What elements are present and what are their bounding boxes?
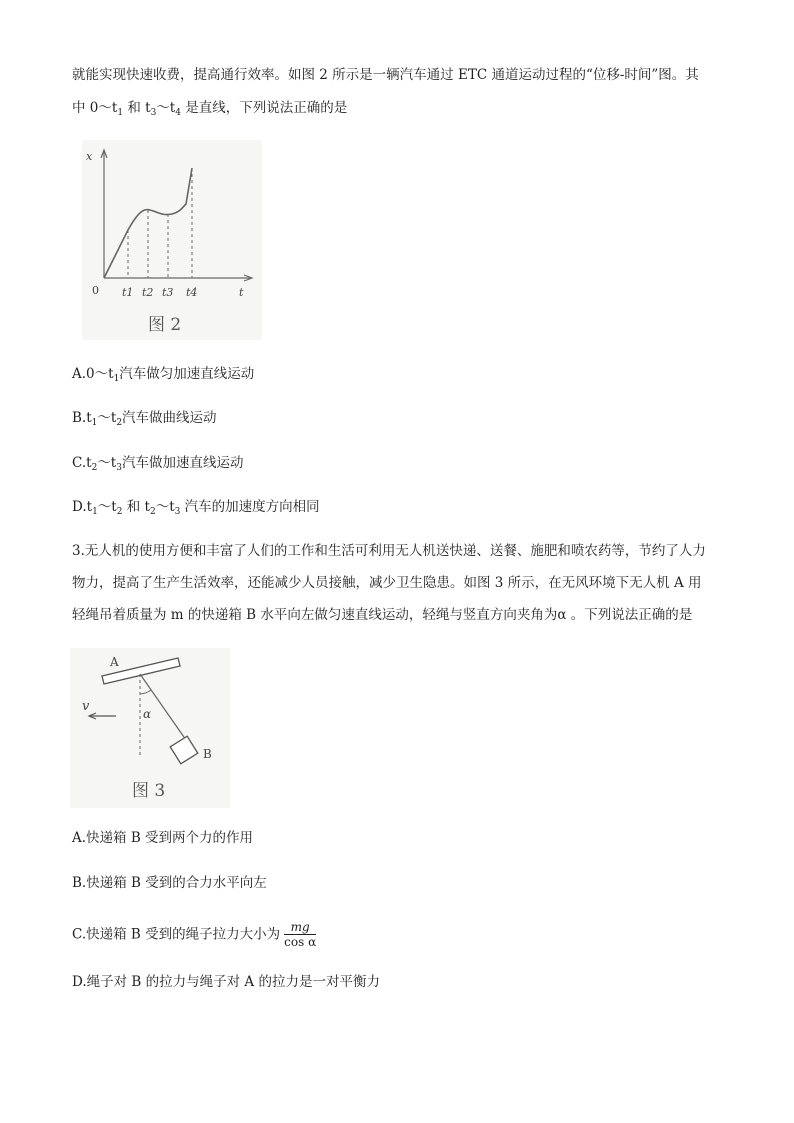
subscript: 2 [149, 507, 156, 517]
option-3d: D.绳子对 B 的拉力与绳子对 A 的拉力是一对平衡力 [72, 974, 380, 990]
option-text: C.快递箱 B 受到的绳子拉力大小为 [72, 926, 281, 943]
intro-text: 是直线，下列说法正确的是 [180, 100, 348, 116]
option-text: 汽车做加速直线运动 [121, 455, 244, 471]
intro-text: 和 t [123, 100, 151, 116]
option-text: A.0～t [72, 366, 114, 382]
option-text: 汽车的加速度方向相同 [180, 499, 320, 515]
question-3-line-1: 3.无人机的使用方便和丰富了人们的工作和生活可利用无人机送快递、送餐、施肥和喷农药等，节约了人力 [72, 543, 706, 559]
fraction [284, 920, 316, 950]
option-2b [72, 408, 217, 428]
figure-3-diagram [70, 648, 230, 808]
option-text: D.t [72, 499, 93, 515]
label-a: A [110, 655, 119, 669]
intro-line-1: 就能实现快速收费，提高通行效率。如图 2 所示是一辆汽车通过 ETC 通道运动过程的“位移-时间”图。其 [72, 67, 699, 83]
option-text: 汽车做曲线运动 [122, 410, 217, 426]
fraction-numerator: mg [290, 920, 310, 934]
option-text: ～t [97, 499, 117, 515]
label-v: v [82, 699, 90, 714]
tick-label-t2: t2 [142, 286, 154, 299]
y-axis-label: x [86, 150, 93, 163]
fraction-denominator: cos α [284, 935, 317, 949]
option-text: 汽车做匀加速直线运动 [119, 366, 255, 382]
subscript: 1 [91, 418, 98, 428]
subscript: 3 [150, 108, 157, 118]
question-3-line-2: 物力，提高了生产生活效率，还能减少人员接触，减少卫生隐患。如图 3 所示，在无风环境下无人机 A 用 [72, 575, 702, 591]
subscript: 2 [91, 463, 98, 473]
x-axis-label: t [239, 286, 244, 299]
option-text: 和 t [122, 499, 150, 515]
subscript: 1 [113, 374, 120, 384]
option-text: ～t [155, 499, 175, 515]
option-3b: B.快递箱 B 受到的合力水平向左 [72, 875, 267, 891]
origin-label: 0 [92, 284, 99, 297]
figure-background [82, 140, 262, 340]
figure-2-caption: 图 2 [148, 315, 182, 335]
label-b: B [203, 747, 212, 761]
option-text: ～t [97, 455, 117, 471]
tick-label-t1: t1 [122, 286, 134, 299]
subscript: 1 [92, 507, 98, 517]
option-2c [72, 453, 243, 473]
figure-3-caption: 图 3 [132, 781, 166, 801]
option-3c [72, 920, 316, 950]
intro-text: 中 0～t [72, 100, 118, 116]
option-2d [72, 497, 320, 517]
intro-line-2 [72, 98, 347, 118]
figure-2-graph [82, 140, 262, 340]
intro-text: ～t [156, 100, 176, 116]
option-text: B.t [72, 410, 92, 426]
question-3-line-3: 轻绳吊着质量为 m 的快递箱 B 水平向左做匀速直线运动，轻绳与竖直方向夹角为α 。下列说法正确的是 [72, 607, 693, 623]
tick-label-t3: t3 [162, 286, 174, 299]
tick-label-t4: t4 [186, 286, 198, 299]
label-alpha: α [143, 707, 152, 721]
subscript: 3 [116, 463, 122, 473]
option-text: C.t [72, 455, 92, 471]
subscript: 1 [117, 108, 124, 118]
option-3a: A.快递箱 B 受到两个力的作用 [72, 830, 254, 846]
option-text: ～t [97, 410, 117, 426]
subscript: 2 [116, 507, 123, 517]
option-2a [72, 364, 254, 384]
subscript: 2 [116, 418, 123, 428]
subscript: 4 [175, 108, 181, 118]
subscript: 3 [174, 507, 181, 517]
